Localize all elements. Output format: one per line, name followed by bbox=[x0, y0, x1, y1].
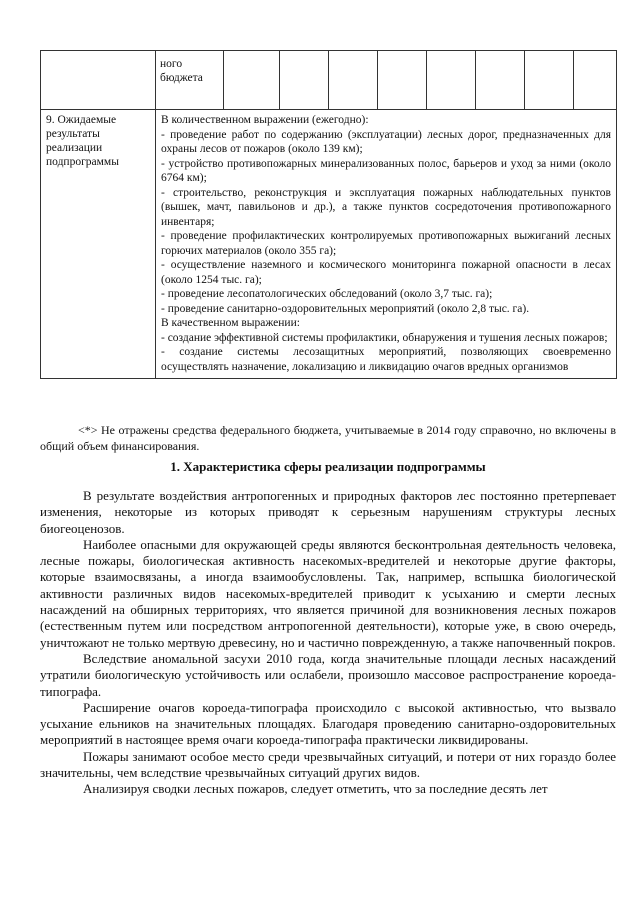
result-line: - строительство, реконструкция и эксплуатация пожарных наблюдательных пунктов (вышек, мачт, павильонов и др.), а также пунктов сосредоточения противопожарного инвентаря; bbox=[161, 186, 611, 228]
table-cell bbox=[280, 51, 329, 110]
section-body bbox=[40, 488, 616, 798]
table-cell bbox=[574, 51, 617, 110]
table-cell bbox=[476, 51, 525, 110]
result-line: В качественном выражении: bbox=[161, 317, 300, 329]
section-title: 1. Характеристика сферы реализации подпрограммы bbox=[170, 459, 486, 474]
paragraph: Наиболее опасными для окружающей среды являются бесконтрольная деятельность человека, лесные пожары, биологическая активность насекомых-вредителей и некоторые другие факторы, которые взаимосвязаны, а иногда взаимообусловлены. Так, например, вспышка биологической активности различных видов насекомых-вредителей приводит к усыханию и смерти лесных насаждений на обширных территориях, что является причиной для возникновения лесных пожаров (естественным путем или посредством антропогенной деятельности), которые уже, в свою очередь, уничтожают не только мертвую древесину, но и частично поврежденную, а также напочвенный покров. bbox=[40, 536, 616, 650]
result-line: - проведение лесопатологических обследований (около 3,7 тыс. га); bbox=[161, 288, 493, 300]
row-label-line: результаты bbox=[46, 128, 100, 140]
budget-label-cell bbox=[156, 51, 224, 110]
table-row bbox=[41, 51, 617, 110]
table-cell bbox=[329, 51, 378, 110]
table-cell bbox=[224, 51, 280, 110]
paragraph: Пожары занимают особое место среди чрезвычайных ситуаций, и потери от них гораздо более значительны, чем вследствие чрезвычайных ситуаций других видов. bbox=[40, 748, 616, 781]
expected-results-content bbox=[156, 110, 617, 379]
result-line: - проведение работ по содержанию (эксплуатации) лесных дорог, предназначенных для охраны лесов от пожаров (около 139 км); bbox=[161, 128, 611, 155]
result-line: - проведение профилактических контролируемых противопожарных выжиганий лесных горючих материалов (около 355 га); bbox=[161, 230, 611, 257]
row-label-line: 9. Ожидаемые bbox=[46, 114, 117, 126]
result-line: - создание системы лесозащитных мероприятий, позволяющих своевременно осуществлять назначение, локализацию и ликвидацию очагов вредных организмов bbox=[161, 346, 611, 373]
table-cell bbox=[378, 51, 427, 110]
result-line: В количественном выражении (ежегодно): bbox=[161, 114, 369, 126]
row-label-expected-results bbox=[41, 110, 156, 379]
row-label-line: подпрограммы bbox=[46, 156, 119, 168]
budget-label-line: ного bbox=[160, 58, 183, 70]
table-cell bbox=[427, 51, 476, 110]
paragraph: Расширение очагов короеда-типографа происходило с высокой активностью, что вызвало усыхание ельников на значительных площадях. Благодаря проведению санитарно-оздоровительных мероприятий в настоящее время очаги короеда-типографа практически ликвидированы. bbox=[40, 699, 616, 748]
row-label-line: реализации bbox=[46, 142, 103, 154]
result-line: - проведение санитарно-оздоровительных мероприятий (около 2,8 тыс. га). bbox=[161, 302, 530, 315]
paragraph: Анализируя сводки лесных пожаров, следует отметить, что за последние десять лет bbox=[83, 781, 548, 797]
paragraph: В результате воздействия антропогенных и природных факторов лес постоянно претерпевает изменения, некоторые из которых приводят к серьезным нарушениям структуры лесных биогеоценозов. bbox=[40, 488, 616, 536]
budget-label-line: бюджета bbox=[160, 72, 203, 84]
result-line: - устройство противопожарных минерализованных полос, барьеров и уход за ними (около 6764 км); bbox=[161, 157, 611, 184]
table-row bbox=[41, 110, 617, 379]
result-line: - создание эффективной системы профилактики, обнаружения и тушения лесных пожаров; bbox=[161, 331, 608, 344]
paragraph: Вследствие аномальной засухи 2010 года, когда значительные площади лесных насаждений утратили биологическую устойчивость или ослабели, произошло массовое распространение короеда-типографа. bbox=[40, 650, 616, 699]
program-passport-table bbox=[40, 50, 617, 379]
footnote: <*> Не отражены средства федерального бюджета, учитываемые в 2014 году справочно, но включены в общий объем финансирования. bbox=[40, 423, 616, 453]
table-cell bbox=[525, 51, 574, 110]
result-line: - осуществление наземного и космического мониторинга пожарной опасности в лесах (около 1254 тыс. га); bbox=[161, 259, 611, 286]
empty-label-cell bbox=[41, 51, 156, 110]
